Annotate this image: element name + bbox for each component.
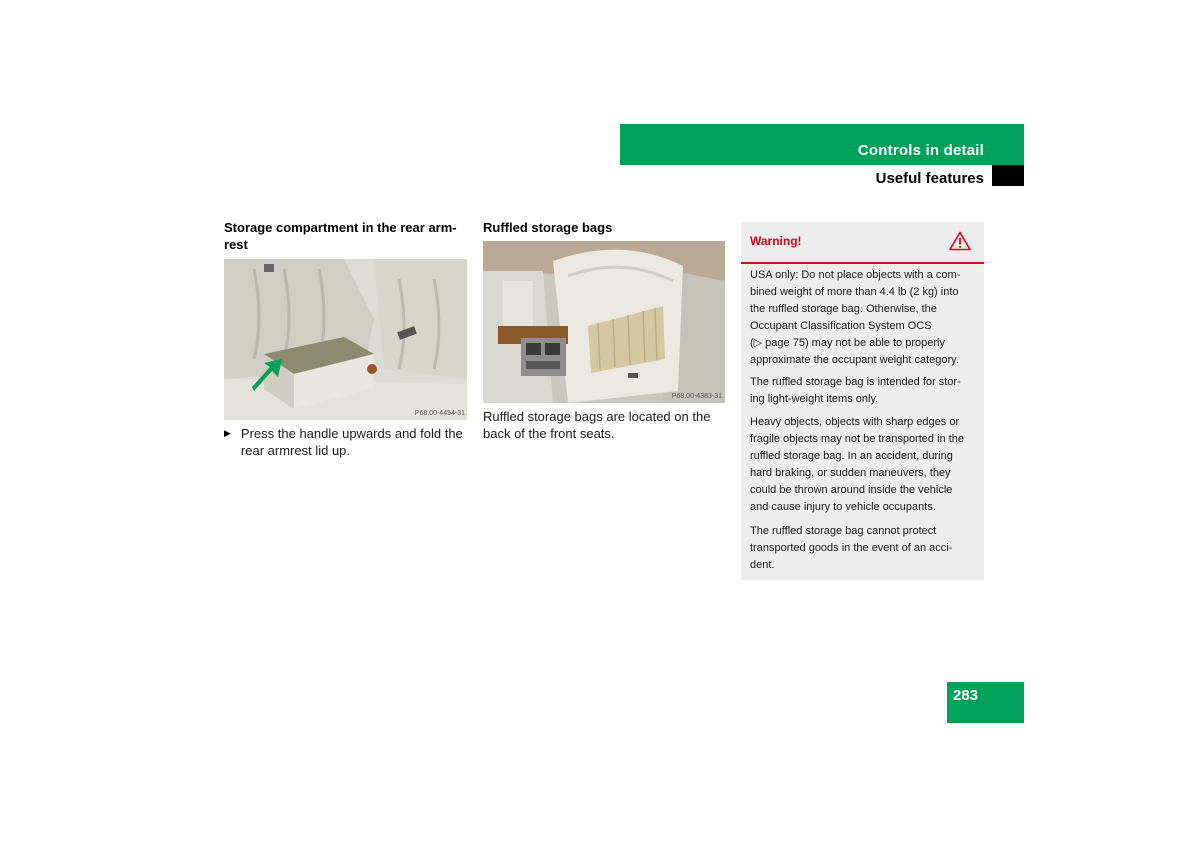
page-number-badge xyxy=(947,682,1024,723)
armrest-heading-line2: rest xyxy=(224,237,248,252)
bullet-line2: rear armrest lid up. xyxy=(240,443,351,458)
bullet-line1: Press the handle upwards and fold the xyxy=(240,426,463,441)
armrest-instruction xyxy=(224,425,469,459)
bags-image-code: P68.00-4383-31 xyxy=(671,393,722,400)
bags-heading: Ruffled storage bags xyxy=(483,220,613,235)
warning-p3-line: could be thrown around inside the vehicle xyxy=(750,484,953,496)
header-marker-block xyxy=(992,165,1024,186)
warning-p1-line: (▷ page 75) may not be able to properly xyxy=(750,337,945,349)
warning-paragraph-2 xyxy=(750,374,978,408)
subsection-header xyxy=(620,165,1024,186)
warning-header xyxy=(741,222,984,264)
warning-paragraph-4 xyxy=(750,523,978,574)
warning-p1-line: USA only: Do not place objects with a com- xyxy=(750,269,961,281)
warning-paragraph-3 xyxy=(750,414,978,516)
subsection-title: Useful features xyxy=(875,170,984,187)
warning-p2-line: ing light-weight items only. xyxy=(750,393,879,405)
armrest-illustration xyxy=(224,259,467,420)
warning-p1-line: the ruffled storage bag. Otherwise, the xyxy=(750,303,937,315)
bullet-item xyxy=(224,425,469,459)
warning-title: Warning! xyxy=(750,234,802,248)
warning-p3-line: fragile objects may not be transported in the xyxy=(750,433,965,445)
warning-p4-line: The ruffled storage bag cannot protect xyxy=(750,525,937,537)
bags-description xyxy=(483,408,728,442)
warning-p1-line: Occupant Classification System OCS xyxy=(750,320,932,332)
warning-p1-line: bined weight of more than 4.4 lb (2 kg) into xyxy=(750,286,959,298)
warning-p3-line: Heavy objects, objects with sharp edges or xyxy=(750,416,960,428)
bags-text-line2: back of the front seats. xyxy=(483,426,615,441)
warning-p4-line: dent. xyxy=(750,559,775,571)
bags-illustration xyxy=(483,241,725,403)
warning-p4-line: transported goods in the event of an acci- xyxy=(750,542,953,554)
section-title: Controls in detail xyxy=(857,142,984,159)
warning-paragraph-1 xyxy=(750,267,978,369)
warning-p3-line: ruffled storage bag. In an accident, during xyxy=(750,450,953,462)
bags-photo xyxy=(483,241,725,403)
warning-p3-line: hard braking, or sudden maneuvers, they xyxy=(750,467,951,479)
warning-p2-line: The ruffled storage bag is intended for stor- xyxy=(750,376,961,388)
armrest-photo xyxy=(224,259,467,420)
warning-p1-line: approximate the occupant weight category. xyxy=(750,354,959,366)
armrest-image-code: P68.00-4454-31 xyxy=(414,410,465,417)
page-number: 283 xyxy=(953,687,979,704)
bags-text-line1: Ruffled storage bags are located on the xyxy=(483,409,711,424)
warning-p3-line: and cause injury to vehicle occupants. xyxy=(750,501,936,513)
armrest-heading xyxy=(224,219,469,253)
warning-box xyxy=(741,222,984,580)
warning-triangle-icon xyxy=(949,231,971,251)
armrest-heading-line1: Storage compartment in the rear arm- xyxy=(224,220,457,235)
bullet-arrow-icon: ▶ xyxy=(224,428,231,438)
section-header-bar xyxy=(620,124,1024,165)
